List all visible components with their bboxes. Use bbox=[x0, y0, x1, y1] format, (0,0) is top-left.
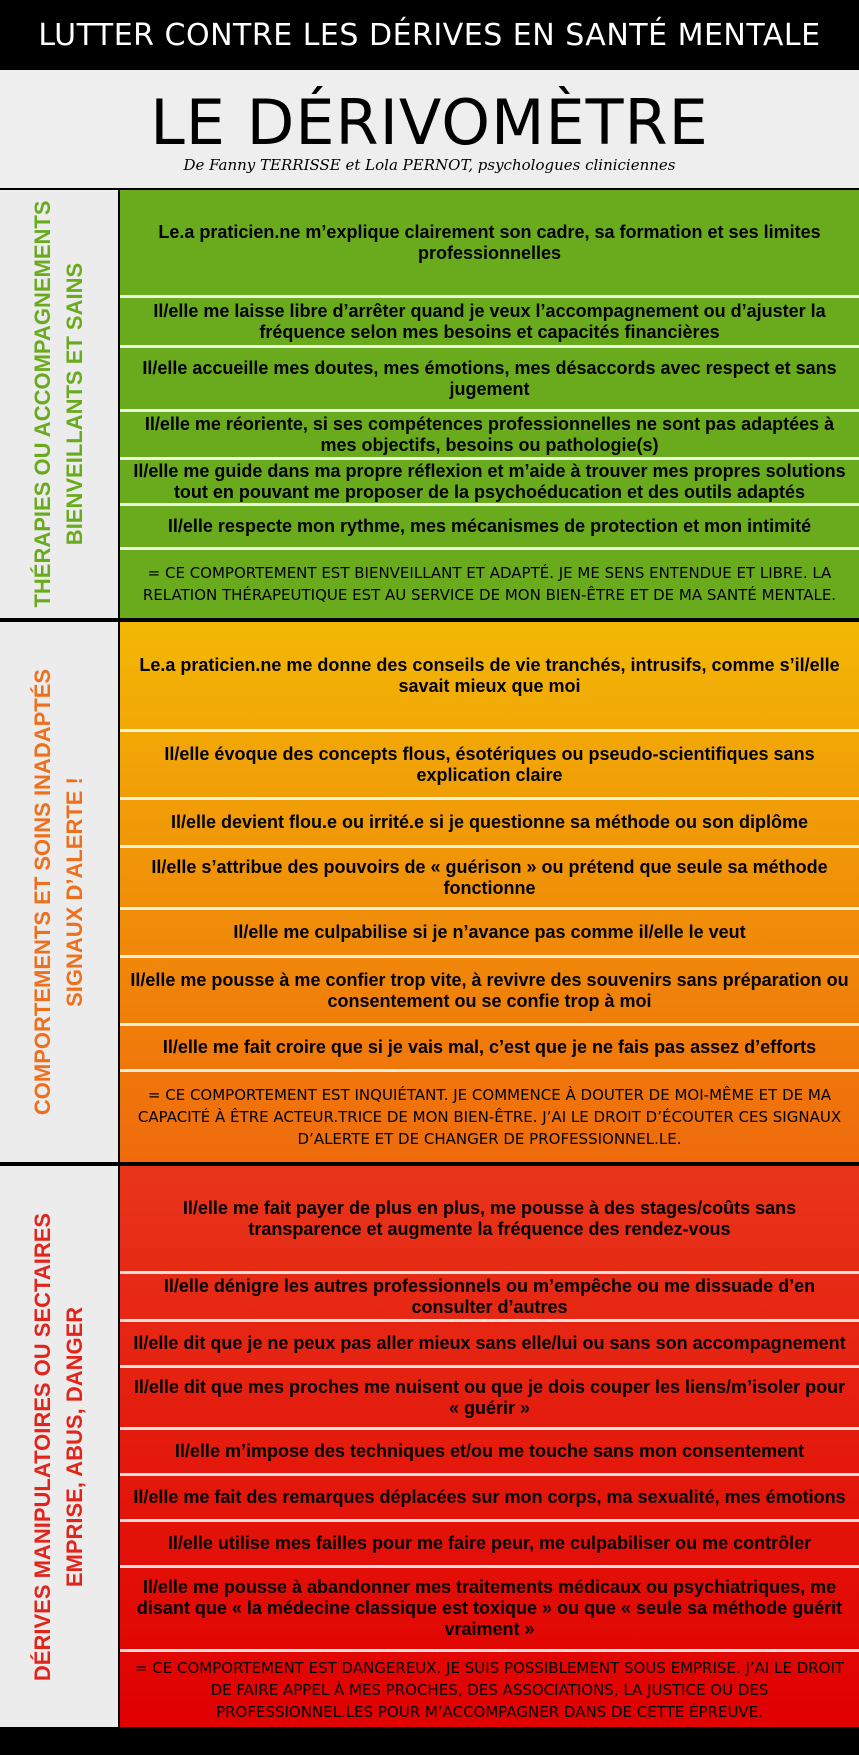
behavior-row: Il/elle s’attribue des pouvoirs de « guérison » ou prétend que seule sa méthode fonctionne bbox=[120, 848, 859, 910]
behavior-row: Il/elle me fait des remarques déplacées sur mon corps, ma sexualité, mes émotions bbox=[120, 1476, 859, 1522]
section-summary: = CE COMPORTEMENT EST INQUIÉTANT. JE COMMENCE À DOUTER DE MOI-MÊME ET DE MA CAPACITÉ À ÊTRE ACTEUR.TRICE DE MON BIEN-ÊTRE. J’AI LE DROIT D’ÉCOUTER CES SIGNAUX D’ALERTE ET DE CHANGER DE PROFESSIONNEL.LE. bbox=[137, 1086, 842, 1148]
section-rows bbox=[120, 622, 859, 1162]
behavior-row: Il/elle me laisse libre d’arrêter quand je veux l’accompagnement ou d’ajuster la fréquence selon mes besoins et capacités financières bbox=[120, 298, 859, 348]
page-title: LE DÉRIVOMÈTRE bbox=[150, 86, 709, 159]
behavior-row: Il/elle respecte mon rythme, mes mécanismes de protection et mon intimité bbox=[120, 506, 859, 550]
behavior-row: Il/elle évoque des concepts flous, ésotériques ou pseudo-scientifiques sans explication claire bbox=[120, 732, 859, 800]
behavior-row: Il/elle me fait payer de plus en plus, me pousse à des stages/coûts sans transparence et augmente la fréquence des rendez-vous bbox=[120, 1166, 859, 1274]
section-summary: = CE COMPORTEMENT EST BIENVEILLANT ET ADAPTÉ. JE ME SENS ENTENDUE ET LIBRE. LA RELATION THÉRAPEUTIQUE EST AU SERVICE DE MON BIEN-ÊTRE ET DE MA SANTÉ MENTALE. bbox=[142, 564, 837, 604]
section-label-panel bbox=[0, 190, 118, 618]
section-label bbox=[27, 1212, 91, 1680]
behavior-row: Il/elle accueille mes doutes, mes émotions, mes désaccords avec respect et sans jugement bbox=[120, 348, 859, 412]
section-label-line2: BIENVEILLANTS ET SAINS bbox=[62, 262, 87, 546]
behavior-row: Il/elle me guide dans ma propre réflexion et m’aide à trouver mes propres solutions tout en pouvant me proposer de la psychoéducation et des outils adaptés bbox=[120, 460, 859, 506]
behavior-row: Il/elle me pousse à abandonner mes traitements médicaux ou psychiatriques, me disant que « la médecine classique est toxique » ou que « seule sa méthode guérit vraiment » bbox=[120, 1568, 859, 1652]
behavior-row: Le.a praticien.ne m’explique clairement son cadre, sa formation et ses limites professionnelles bbox=[120, 190, 859, 298]
behavior-row: Il/elle devient flou.e ou irrité.e si je questionne sa méthode ou son diplôme bbox=[120, 800, 859, 848]
behavior-row: Il/elle m’impose des techniques et/ou me touche sans mon consentement bbox=[120, 1430, 859, 1476]
section-warning bbox=[0, 622, 859, 1162]
section-label bbox=[27, 200, 91, 607]
section-rows bbox=[120, 190, 859, 618]
authors-subtitle: De Fanny TERRISSE et Lola PERNOT, psychologues cliniciennes bbox=[183, 156, 676, 174]
behavior-row: Il/elle dénigre les autres professionnels ou m’empêche ou me dissuade d’en consulter d’autres bbox=[120, 1274, 859, 1322]
section-label-line1: THÉRAPIES OU ACCOMPAGNEMENTS bbox=[30, 200, 55, 608]
behavior-row: Il/elle me fait croire que si je vais mal, c’est que je ne fais pas assez d’efforts bbox=[120, 1026, 859, 1072]
section-label-line1: DÉRIVES MANIPULATOIRES OU SECTAIRES bbox=[30, 1212, 55, 1681]
section-label-panel bbox=[0, 1166, 118, 1727]
footer-bar bbox=[0, 1727, 859, 1755]
section-summary: = CE COMPORTEMENT EST DANGEREUX. JE SUIS POSSIBLEMENT SOUS EMPRISE. J’AI LE DROIT DE FAIRE APPEL À MES PROCHES, DES ASSOCIATIONS, LA JUSTICE OU DES PROFESSIONNEL.LES POUR M’ACCOMPAGNER DANS DE CETTE ÉPREUVE. bbox=[134, 1658, 845, 1721]
section-label bbox=[27, 669, 91, 1115]
behavior-row: Il/elle utilise mes failles pour me faire peur, me culpabiliser ou me contrôler bbox=[120, 1522, 859, 1568]
section-label-panel bbox=[0, 622, 118, 1162]
section-healthy bbox=[0, 190, 859, 618]
behavior-row: Il/elle dit que je ne peux pas aller mieux sans elle/lui ou sans son accompagnement bbox=[120, 1322, 859, 1368]
behavior-row: Il/elle me pousse à me confier trop vite, à revivre des souvenirs sans préparation ou consentement ou se confie trop à moi bbox=[120, 958, 859, 1026]
behavior-row: Il/elle dit que mes proches me nuisent ou que je dois couper les liens/m’isoler pour « guérir » bbox=[120, 1368, 859, 1430]
behavior-row: Il/elle me culpabilise si je n’avance pas comme il/elle le veut bbox=[120, 910, 859, 958]
banner: LUTTER CONTRE LES DÉRIVES EN SANTÉ MENTALE bbox=[0, 0, 859, 70]
behavior-row: Le.a praticien.ne me donne des conseils de vie tranchés, intrusifs, comme s’il/elle savait mieux que moi bbox=[120, 622, 859, 732]
section-label-line2: SIGNAUX D’ALERTE ! bbox=[62, 777, 87, 1007]
section-danger bbox=[0, 1166, 859, 1727]
section-label-line1: COMPORTEMENTS ET SOINS INADAPTÉS bbox=[30, 668, 55, 1116]
section-label-line2: EMPRISE, ABUS, DANGER bbox=[62, 1306, 87, 1587]
header bbox=[0, 70, 859, 188]
section-rows bbox=[120, 1166, 859, 1727]
behavior-row: Il/elle me réoriente, si ses compétences professionnelles ne sont pas adaptées à mes objectifs, besoins ou pathologie(s) bbox=[120, 412, 859, 460]
